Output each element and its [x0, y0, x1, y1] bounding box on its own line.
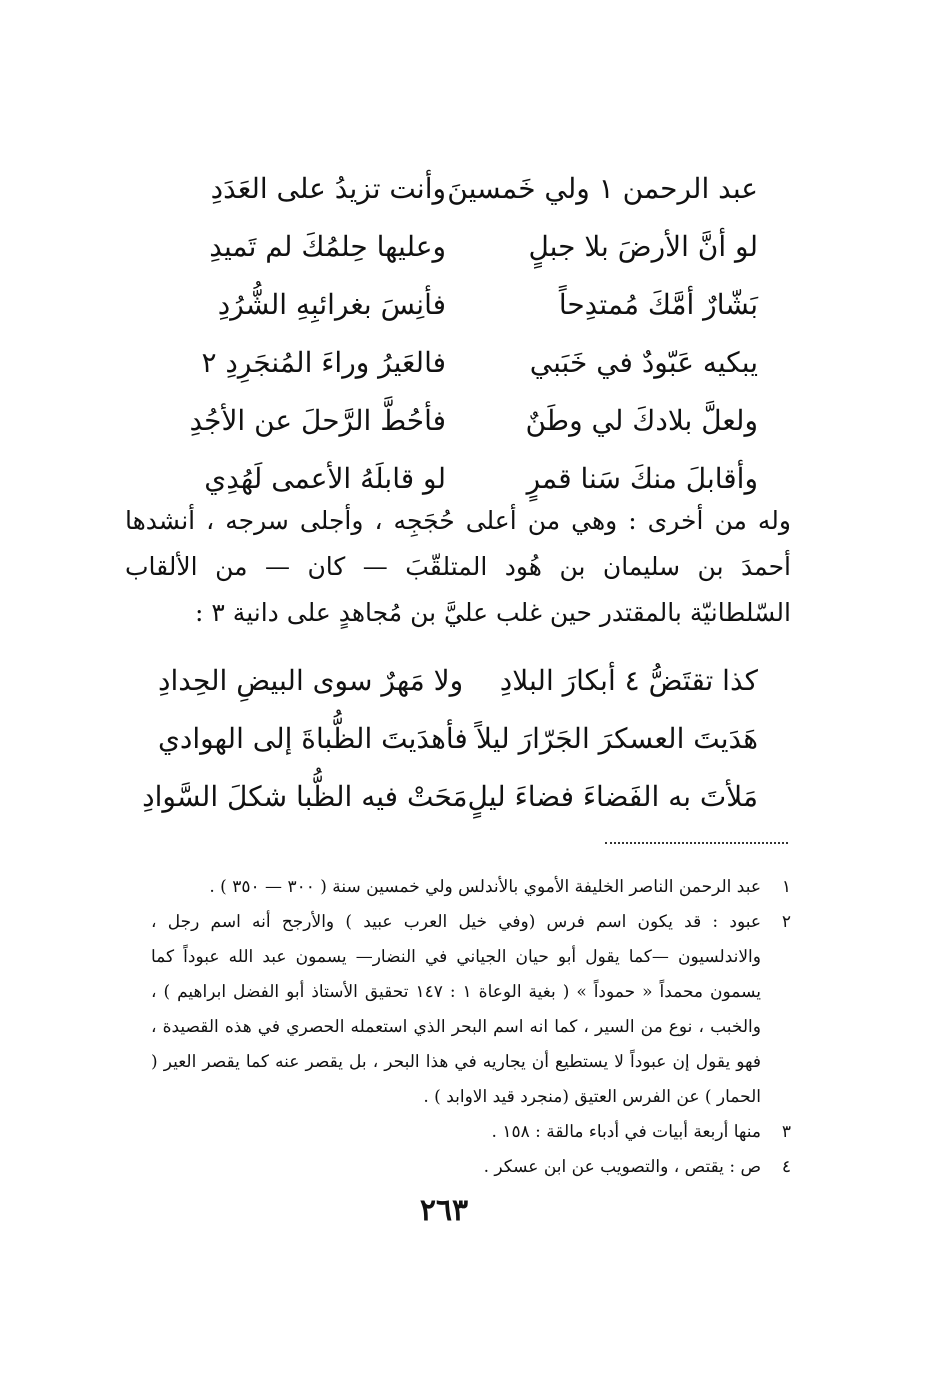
footnote-text: عبود : قد يكون اسم فرس (وفي خيل العرب عبيد ) والأرجح أنه اسم رجل ، والاندلسيون —كما يقول أبو حيان الجياني في النضار— يسمون عبد الله عبوداً كما يسمون محمداً « حموداً » ( بغية الوعاة ١ : ١٤٧ تحقيق الأستاذ أبو الفضل ابراهيم ) ، والخبب ، نوع من السير ، كما انه اسم البحر الذي استعمله الحصري في هذه القصيدة ، فهو يقول إن عبوداً لا يستطيع أن يجاريه في هذا البحر ، بل يقصر عنه كما يقصر العير ( الحمار ) عن الفرس العتيق (منجرد قيد الاوابد ) .: [151, 912, 761, 1107]
verse: [158, 652, 758, 710]
verse: [142, 768, 758, 826]
footnote: [151, 1150, 791, 1185]
poem-second: [142, 652, 758, 826]
verse: [158, 392, 758, 450]
verse: [158, 334, 758, 392]
verse-first-hemistich: هَدَيتَ العسكرَ الجَرّارَ ليلاً: [476, 722, 758, 755]
verse-second-hemistich: فأحُطَّ الرَّحلَ عن الأجُدِ: [189, 404, 446, 437]
verse-second-hemistich: فأنِسَ بغرائبِهِ الشُّرُدِ: [217, 288, 446, 321]
verse-second-hemistich: وأنت تزيدُ على العَدَدِ: [210, 172, 446, 205]
verse-first-hemistich: ولعلَّ بلادكَ لي وطَنٌ: [525, 404, 758, 437]
verse: [158, 160, 758, 218]
verse-first-hemistich: يبكيه عَبّودٌ في خَبَبي: [529, 346, 758, 379]
footnote-text: عبد الرحمن الناصر الخليفة الأموي بالأندلس ولي خمسين سنة ( ٣٠٠ — ٣٥٠ ) .: [209, 877, 761, 897]
verse-second-hemistich: فأهدَيتَ الظُّباةَ إلى الهوادي: [158, 722, 468, 755]
verse-second-hemistich: مَحَتْ فيه الظُّبا شكلَ السَّوادِ: [142, 780, 468, 813]
verse-first-hemistich: عبد الرحمن ١ ولي خَمسينَ: [447, 172, 758, 205]
footnote-number: ٤: [781, 1157, 791, 1177]
verse-second-hemistich: فالعَيرُ وراءَ المُنجَرِدِ ٢: [201, 346, 446, 379]
footnote-text: ص : يقتص ، والتصويب عن ابن عسكر .: [483, 1157, 761, 1177]
verse-first-hemistich: بَشّارٌ أمَّكَ مُمتدِحاً: [558, 288, 758, 321]
verse-second-hemistich: ولا مَهرٌ سوى البيضِ الحِدادِ: [158, 664, 464, 697]
footnote: [151, 870, 791, 905]
footnote-text: منها أربعة أبيات في أدباء مالقة : ١٥٨ .: [491, 1122, 761, 1142]
footnote-separator: [605, 842, 788, 844]
footnote: [151, 1115, 791, 1150]
verse-second-hemistich: لو قابلَهُ الأعمى لَهُدِي: [204, 462, 446, 495]
verse-first-hemistich: وأقابلَ منكَ سَنا قمرٍ: [526, 462, 758, 495]
footnote-number: ١: [781, 877, 791, 897]
verse-second-hemistich: وعليها حِلمُكَ لم تَميدِ: [209, 230, 446, 263]
verse: [158, 276, 758, 334]
footnote: [151, 905, 791, 1115]
verse: [158, 710, 758, 768]
page-number: ٢٦٣: [419, 1193, 469, 1228]
poem-first: [158, 160, 758, 508]
verse: [158, 218, 758, 276]
verse-first-hemistich: كذا تقتَضُّ ٤ أبكارَ البلادِ: [499, 664, 758, 697]
verse-first-hemistich: لو أنَّ الأرضَ بلا جبلٍ: [528, 230, 758, 263]
footnotes: [151, 870, 791, 1185]
verse-first-hemistich: مَلأتَ به الفَضاءَ فضاءَ ليلٍ: [467, 780, 758, 813]
footnote-number: ٢: [781, 912, 791, 932]
prose-paragraph: وله من أخرى : وهي من أعلى حُجَجِه ، وأجلى سرجه ، أنشدها أحمدَ بن سليمان بن هُود المتلقّبَ — كان — من الألقاب السّلطانيّة بالمقتدر حين غلب عليَّ بن مُجاهدٍ على دانية ٣ :: [125, 506, 791, 627]
footnote-number: ٣: [781, 1122, 791, 1142]
